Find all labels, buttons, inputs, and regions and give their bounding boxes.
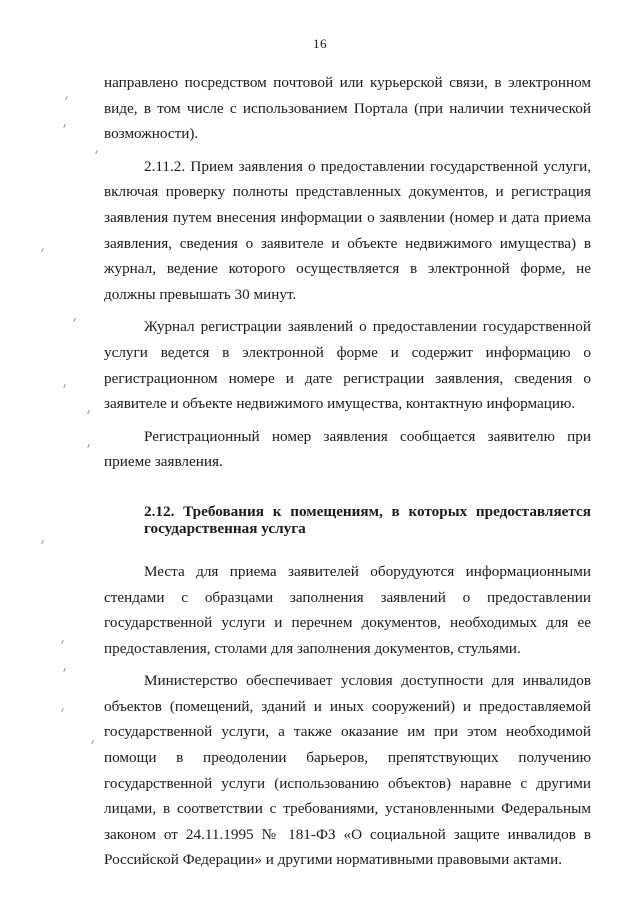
scan-speck <box>41 248 44 252</box>
scan-speck <box>41 540 44 544</box>
scan-speck <box>63 384 66 388</box>
scan-speck <box>65 96 68 100</box>
section-heading <box>104 503 591 537</box>
document-body <box>104 70 591 880</box>
scan-speck <box>87 410 90 414</box>
scan-speck <box>95 150 98 154</box>
scan-speck <box>61 640 64 644</box>
scan-speck <box>63 124 66 128</box>
paragraph-accessibility: Министерство обеспечивает условия доступности для инвалидов объектов (помещений, зданий и иных сооружений) и предоставляемой государственной услуги, а также оказание им при этом необходимой помощи в преодолении барьеров, препятствующих получению государственной услуги (использованию объектов) наравне с другими лицами, в соответствии с требованиями, установленными Федеральным законом от 24.11.1995 № 181-ФЗ «О социальной защите инвалидов в Российской Федерации» и другими нормативными правовыми актами. <box>104 672 591 869</box>
scan-speck <box>61 708 64 712</box>
section-title: Требования к помещениям, в которых предоставляется государственная услуга <box>144 502 591 537</box>
scan-speck <box>73 318 76 322</box>
paragraph-reception-places: Места для приема заявителей оборудуются информационными стендами с образцами заполнения заявлений о предоставлении государственной услуги и перечнем документов, необходимых для ее предоставления, столами для заполнения документов, стульями. <box>104 562 591 657</box>
scan-speck <box>63 668 66 672</box>
scan-speck <box>87 444 90 448</box>
scan-speck <box>91 740 94 744</box>
paragraph-continuation: направлено посредством почтовой или курьерской связи, в электронном виде, в том числе с использованием Портала (при наличии технической возможности). <box>104 74 591 143</box>
paragraph-2-11-2: 2.11.2. Прием заявления о предоставлении государственной услуги, включая проверку полноты представленных документов, и регистрация заявления путем внесения информации о заявлении (номер и дата приема заявления, сведения о заявителе и объекте недвижимого имущества) в журнал, ведение которого осуществляется в электронной форме, не должны превышать 30 минут. <box>104 157 591 303</box>
paragraph-registration-number: Регистрационный номер заявления сообщается заявителю при приеме заявления. <box>104 427 591 471</box>
section-number: 2.12. <box>144 502 175 520</box>
paragraph-registration-journal: Журнал регистрации заявлений о предоставлении государственной услуги ведется в электронной форме и содержит информацию о регистрационном номере и дате регистрации заявления, сведения о заявителе и объекте недвижимого имущества, контактную информацию. <box>104 318 591 413</box>
page-number: 16 <box>313 36 327 51</box>
